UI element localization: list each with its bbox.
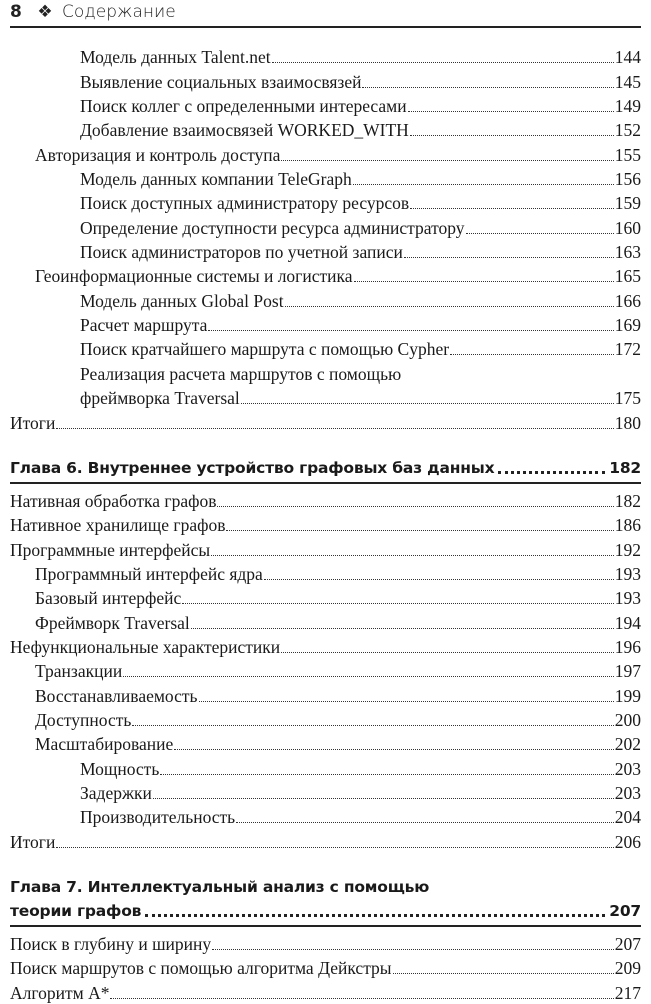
toc-entry-title: Поиск доступных администратору ресурсов [80,193,410,214]
toc-entry-title: Масштабирование [35,734,174,755]
dot-leader [211,554,614,556]
toc-entry[interactable] [10,239,641,263]
dot-leader [450,353,614,355]
dot-leader [217,505,613,507]
toc-page-number: 169 [614,315,641,336]
dot-leader [56,427,613,429]
toc-page-number: 193 [614,588,641,609]
toc-entry-title: Задержки [80,782,152,803]
toc-entry-title: Программный интерфейс ядра [35,563,263,584]
toc-entry-title: Поиск администраторов по учетной записи [80,242,403,263]
toc-page-number: 194 [614,612,641,633]
toc-entry[interactable] [10,931,641,955]
toc-entry[interactable] [10,117,641,141]
toc-page-number: 144 [614,47,641,68]
toc-page-number: 149 [614,96,641,117]
toc-block-chapter5 [10,44,641,360]
dot-leader [132,724,613,726]
toc-entry[interactable] [10,141,641,165]
dot-leader [354,280,614,282]
toc-entry[interactable] [10,214,641,238]
toc-page-number: 192 [614,539,641,560]
dot-leader [199,700,614,702]
toc-entry[interactable] [10,312,641,336]
dot-leader [153,797,614,799]
toc-page-number: 165 [614,266,641,287]
toc-entry-title: Алгоритм А* [10,982,110,1003]
dot-leader [393,972,614,974]
toc-entry-title: Определение доступности ресурса администратору [80,217,465,238]
dot-leader [498,470,605,474]
dot-leader [353,183,614,185]
toc-entry[interactable] [10,979,641,1003]
dot-leader [174,748,613,750]
dot-leader [123,675,614,677]
toc-entry[interactable] [10,44,641,68]
toc-page-number: 196 [614,636,641,657]
toc-entry[interactable] [10,780,641,804]
toc-entry[interactable] [10,609,641,633]
toc-entry-title: Расчет маршрута [80,315,208,336]
toc-page-number: 199 [614,685,641,706]
toc-entry[interactable] [10,166,641,190]
dot-leader [110,997,613,999]
toc-entry-title: Программные интерфейсы [10,539,211,560]
header-title: Содержание [62,2,176,22]
dot-leader [362,86,613,88]
toc-page-number: 203 [614,758,641,779]
toc-page-number: 204 [614,807,641,828]
toc-page-number: 202 [614,734,641,755]
chapter-title-line2-row [10,899,641,927]
toc-entry-title: Поиск коллег с определенными интересами [80,96,407,117]
toc-entry[interactable] [10,93,641,117]
dot-leader [145,913,605,917]
toc-entry-title: Модель данных Global Post [80,290,284,311]
toc-entry[interactable] [10,585,641,609]
toc-page-number: 172 [614,339,641,360]
chapter-page: 207 [609,901,641,920]
dot-leader [281,159,613,161]
toc-entry[interactable] [10,536,641,560]
toc-entry[interactable] [10,731,641,755]
dot-leader [241,402,614,404]
toc-entry-title-line1: Реализация расчета маршрутов с помощью [80,363,402,384]
chapter-7-heading[interactable] [10,875,641,927]
toc-page-number: 207 [614,934,641,954]
chapter-page: 182 [609,458,641,477]
toc-entry-title: Фреймворк Traversal [35,612,190,633]
diamond-separator-icon: ❖ [37,2,53,22]
toc-entry-summary[interactable]: Итоги 180 [10,412,641,433]
chapter-title-line1: Глава 7. Интеллектуальный анализ с помощью [10,877,430,896]
dot-leader [212,948,614,950]
toc-entry[interactable] [10,707,641,731]
table-of-contents [10,44,641,1004]
chapter-6-heading[interactable] [10,456,641,484]
toc-page-number: 203 [614,782,641,803]
toc-entry-title: Геоинформационные системы и логистика [35,266,353,287]
toc-entry[interactable] [10,287,641,311]
toc-entry-title: Производительность [80,807,236,828]
toc-entry-title: Авторизация и контроль доступа [35,144,281,165]
dot-leader [208,329,613,331]
toc-entry[interactable] [10,658,641,682]
dot-leader [466,232,614,234]
toc-entry-title: Добавление взаимосвязей WORKED_WITH [80,120,409,141]
toc-entry[interactable] [10,512,641,536]
toc-entry-title: Поиск маршрутов с помощью алгоритма Дейкстры [10,958,392,979]
dot-leader [56,846,613,848]
toc-page-number: 182 [614,490,641,511]
toc-page-number: 152 [614,120,641,141]
dot-leader [226,529,613,531]
toc-entry-title: Итоги [10,831,56,852]
toc-entry-title: Базовый интерфейс [35,588,182,609]
toc-entry-title: Нативная обработка графов [10,490,217,511]
toc-entry[interactable] [10,634,641,658]
toc-entry-title: Восстанавливаемость [35,685,198,706]
toc-entry-title: Поиск кратчайшего маршрута с помощью Cypher [80,339,450,360]
toc-page-number: 145 [614,71,641,92]
toc-page-number: 163 [614,242,641,263]
dot-leader [410,207,614,209]
chapter-title: Глава 6. Внутреннее устройство графовых баз данных [10,458,495,477]
dot-leader [236,821,614,823]
dot-leader [404,256,614,258]
toc-block-chapter6 [10,488,641,853]
toc-entry[interactable] [10,955,641,979]
toc-entry-title: Модель данных Talent.net [80,47,271,68]
toc-entry-title: Нефункциональные характеристики [10,636,281,657]
chapter-title-line2: теории графов [10,901,142,920]
toc-page-number: 155 [614,144,641,165]
toc-entry[interactable] [10,755,641,779]
toc-page-number: 193 [614,563,641,584]
toc-entry[interactable] [10,336,641,360]
toc-entry-title: Нативное хранилище графов [10,515,226,536]
toc-entry-title: Модель данных компании TeleGraph [80,169,352,190]
toc-entry[interactable] [10,561,641,585]
toc-page-number: 180 [614,412,641,433]
toc-page-number: 186 [614,515,641,536]
toc-entry[interactable] [10,263,641,287]
dot-leader [191,627,614,629]
toc-page-number: 200 [614,709,641,730]
dot-leader [281,651,614,653]
toc-page-number: 166 [614,290,641,311]
toc-entry-title: Доступность [35,709,132,730]
dot-leader [408,110,614,112]
dot-leader [410,134,614,136]
dot-leader [182,602,613,604]
toc-entry[interactable] [10,828,641,852]
toc-page-number: 209 [614,958,641,979]
toc-entry-wrapped[interactable] [10,360,641,409]
toc-entry-title: Транзакции [35,661,123,682]
running-header [10,0,641,28]
toc-entry[interactable] [10,682,641,706]
toc-entry-title: Поиск в глубину и ширину [10,934,212,954]
toc-entry[interactable] [10,488,641,512]
toc-page-number: 217 [614,982,641,1003]
toc-page-number: 206 [614,831,641,852]
toc-page-number: 159 [614,193,641,214]
toc-page-number: 175 [614,388,641,409]
dot-leader [160,773,613,775]
toc-entry-title: Выявление социальных взаимосвязей [80,71,362,92]
dot-leader [272,61,614,63]
toc-entry-title-line2: фреймворка Traversal 175 [80,388,641,409]
page-number: 8 [10,2,22,22]
toc-block-chapter7 [10,931,641,1004]
toc-entry[interactable] [10,68,641,92]
toc-page-number: 197 [614,661,641,682]
dot-leader [264,578,614,580]
toc-entry[interactable] [10,190,641,214]
toc-entry-title: Мощность [80,758,160,779]
toc-page-number: 156 [614,169,641,190]
toc-entry[interactable] [10,804,641,828]
toc-page-number: 160 [614,217,641,238]
dot-leader [285,305,614,307]
